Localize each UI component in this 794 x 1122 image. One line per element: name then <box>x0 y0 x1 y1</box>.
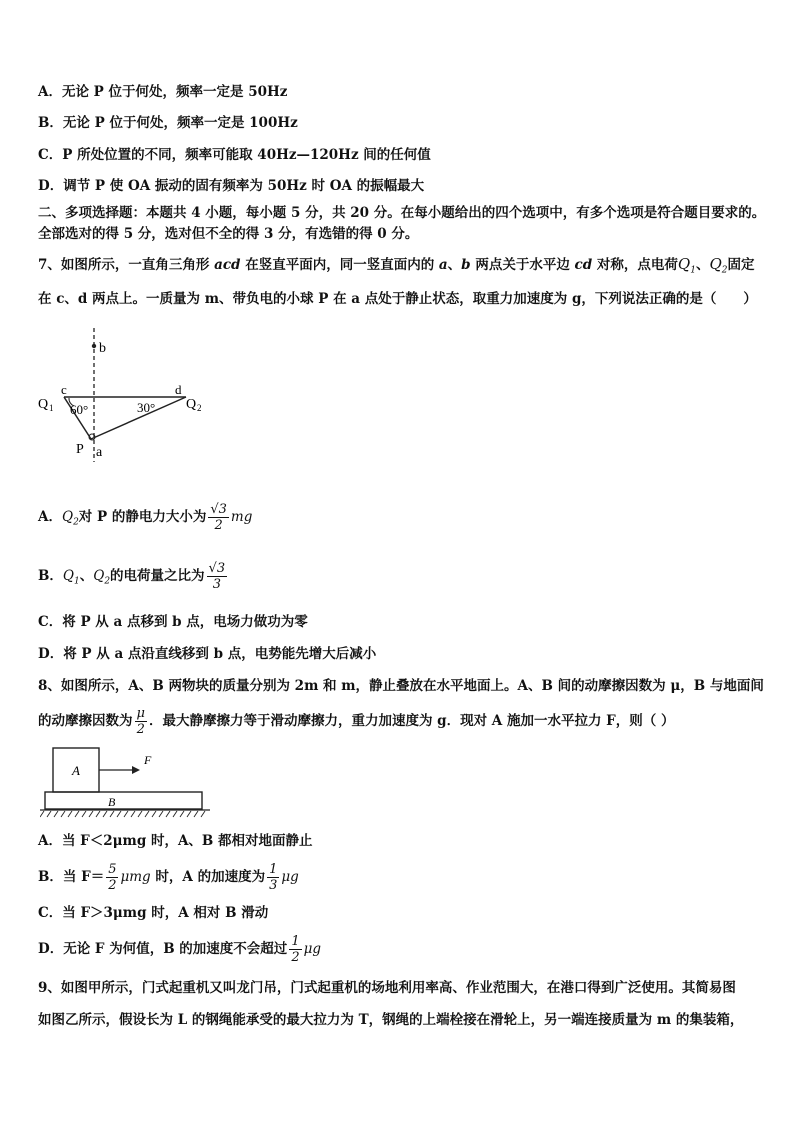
point-a-label: a <box>96 445 103 460</box>
section2-heading-line1: 二、多项选择题：本题共 4 小题，每小题 5 分，共 20 分。在每小题给出的四个选项中，有多个选项是符合题目要求的。 <box>38 205 766 221</box>
q9-stem-line1: 9、如图甲所示，门式起重机又叫龙门吊，门式起重机的场地利用率高、作业范围大，在港口得到广泛使用。其简易图 <box>38 980 736 996</box>
block-b-label: B <box>108 795 116 809</box>
q8-option-d: D．无论 F 为何值，B 的加速度不会超过 $\frac{1}{2}$ μg <box>38 934 322 965</box>
q6-option-a: A．无论 P 位于何处，频率一定是 50Hz <box>38 84 288 100</box>
block-a-label: A <box>72 763 80 778</box>
point-b-label: b <box>99 341 106 356</box>
q7-option-d: D．将 P 从 a 点沿直线移到 b 点，电势能先增大后减小 <box>38 646 377 662</box>
q8-stem-line1: 8、如图所示，A、B 两物块的质量分别为 2m 和 m，静止叠放在水平地面上。A、B 间的动摩擦因数为 μ，B 与地面间 <box>38 678 764 694</box>
q1-label: Q <box>38 397 49 412</box>
angle-60-label: 60° <box>70 402 89 417</box>
q2-label: Q <box>186 397 197 412</box>
q7-triangle-figure <box>36 322 216 462</box>
q9-stem-line2: 如图乙所示，假设长为 L 的钢绳能承受的最大拉力为 T，钢绳的上端栓接在滑轮上，另一端连接质量为 m 的集装箱， <box>38 1012 744 1028</box>
q7-stem-line2: 在 c、d 两点上。一质量为 m、带负电的小球 P 在 a 点处于静止状态，取重力加速度为 g，下列说法正确的是（ ） <box>38 291 757 307</box>
point-c-label: c <box>61 382 67 397</box>
point-p-label: P <box>76 442 84 457</box>
q8-option-c: C．当 F＞3μmg 时，A 相对 B 滑动 <box>38 905 269 921</box>
q7-stem-line1: 7、如图所示，一直角三角形 acd 在竖直平面内，同一竖直面内的 a、b 两点关于水平边 cd 对称，点电荷$Q_1$、$Q_2$固定 <box>38 255 755 276</box>
section2-heading-line2: 全部选对的得 5 分，选对但不全的得 3 分，有选错的得 0 分。 <box>38 226 419 242</box>
q8-option-a: A．当 F＜2μmg 时，A、B 都相对地面静止 <box>38 833 313 849</box>
q6-option-d: D．调节 P 使 OA 振动的固有频率为 50Hz 时 OA 的振幅最大 <box>38 178 425 194</box>
q6-option-c: C．P 所处位置的不同，频率可能取 40Hz—120Hz 间的任何值 <box>38 147 431 163</box>
force-f-label: F <box>144 753 152 767</box>
q7-option-c: C．将 P 从 a 点移到 b 点，电场力做功为零 <box>38 614 308 630</box>
q8-stem-line2: 的动摩擦因数为 $\frac{\mu}{2}$ ．最大静摩擦力等于滑动摩擦力，重力加速度为 g．现对 A 施加一水平拉力 F，则（ ） <box>38 706 675 737</box>
q8-blocks-figure <box>40 744 210 820</box>
q7-option-a: A．$Q_2$对 P 的静电力大小为 $\frac{√3}{2}$ mg <box>38 502 253 533</box>
angle-30-label: 30° <box>137 400 156 415</box>
q1-sub-label: 1 <box>49 403 54 413</box>
point-d-label: d <box>175 382 182 397</box>
q7-option-b: B．$Q_1$、$Q_2$的电荷量之比为 $\frac{√3}{3}$ <box>38 561 226 592</box>
q8-option-b: B．当 F＝ $\frac{5}{2}$ μmg 时，A 的加速度为 $\frac{1}{3}$ μg <box>38 862 299 893</box>
q2-sub-label: 2 <box>197 403 202 413</box>
q6-option-b: B．无论 P 位于何处，频率一定是 100Hz <box>38 115 298 131</box>
